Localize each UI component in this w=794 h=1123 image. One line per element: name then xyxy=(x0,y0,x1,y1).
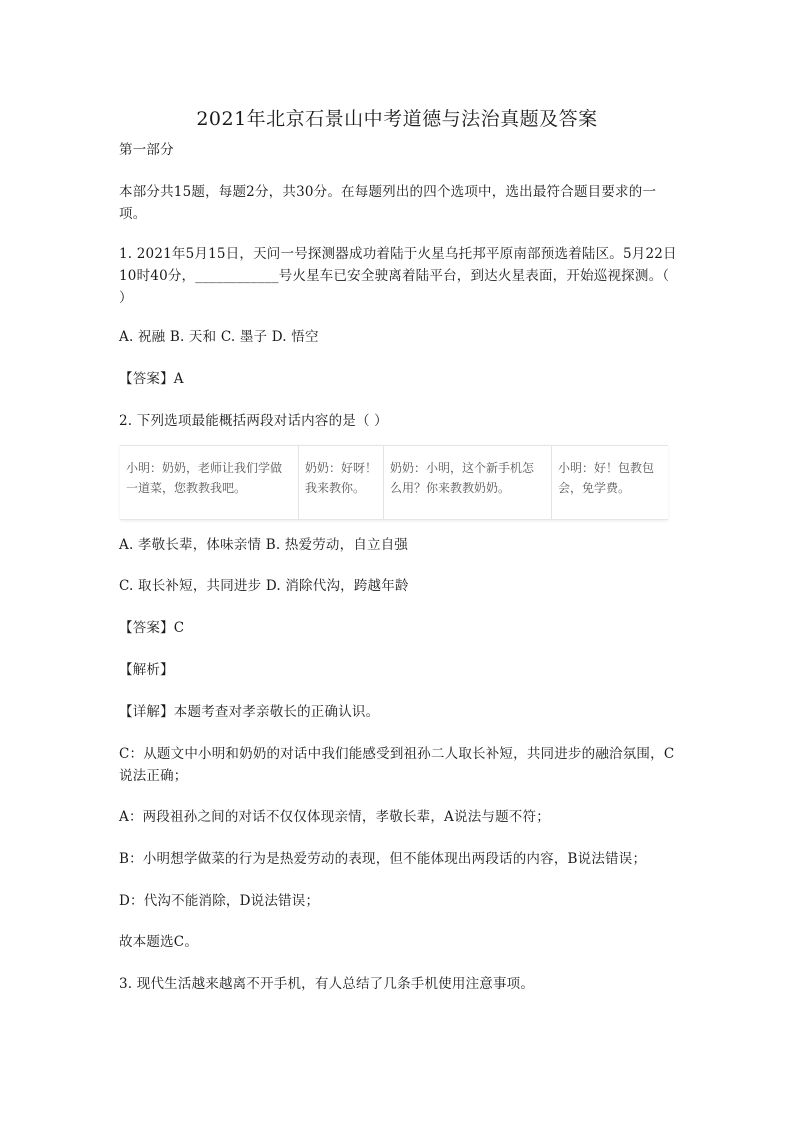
section-heading: 第一部分 xyxy=(119,142,174,158)
dialog-cell-2: 奶奶：好呀！我来教你。 xyxy=(298,446,383,519)
question-2-answer: 【答案】C xyxy=(119,620,185,636)
question-2-explain-b: B：小明想学做菜的行为是热爱劳动的表现，但不能体现出两段话的内容，B说法错误； xyxy=(119,851,647,867)
document-title: 2021年北京石景山中考道德与法治真题及答案 xyxy=(196,108,598,130)
question-1-blank: ____________ xyxy=(195,268,279,284)
question-2-explain-a: A：两段祖孙之间的对话不仅仅体现亲情，孝敬长辈，A说法与题不符； xyxy=(119,809,550,825)
dialog-cell-1: 小明：奶奶，老师让我们学做一道菜，您教教我吧。 xyxy=(126,461,283,495)
question-1-stem xyxy=(119,243,679,309)
question-2-explain-d: D：代沟不能消除，D说法错误； xyxy=(119,893,320,909)
dialog-strip xyxy=(120,445,668,520)
question-1-options: A. 祝融 B. 天和 C. 墨子 D. 悟空 xyxy=(119,329,319,345)
question-1-stem-part2: 号火星车已安全驶离着陆平台，到达火星表面，开始巡视探测。（ ） xyxy=(119,268,670,306)
dialog-cell-3: 奶奶：小明，这个新手机怎么用？你来教教奶奶。 xyxy=(383,446,551,519)
question-2-detail: 【详解】本题考查对孝亲敬长的正确认识。 xyxy=(119,704,380,720)
question-2-conclusion: 故本题选C。 xyxy=(119,934,199,950)
question-1-answer: 【答案】A xyxy=(119,371,184,387)
instructions-paragraph: 本部分共15题，每题2分，共30分。在每题列出的四个选项中，选出最符合题目要求的一项。 xyxy=(119,184,657,222)
question-1-stem-part1: 1. 2021年5月15日，天问一号探测器成功着陆于火星乌托邦平原南部预选着陆区。5月22日10时40分， xyxy=(119,246,677,284)
dialog-cell-4: 小明：好！包教包会，免学费。 xyxy=(551,446,668,519)
question-2-options-line-1: A. 孝敬长辈，体味亲情 B. 热爱劳动，自立自强 xyxy=(119,537,409,553)
question-2-stem: 2. 下列选项最能概括两段对话内容的是（ ） xyxy=(119,413,388,429)
question-2-explain-c: C：从题文中小明和奶奶的对话中我们能感受到祖孙二人取长补短，共同进步的融洽氛围，C说法正确； xyxy=(119,746,675,784)
question-2-options-line-2: C. 取长补短，共同进步 D. 消除代沟，跨越年龄 xyxy=(119,578,409,594)
question-3-stem: 3. 现代生活越来越离不开手机，有人总结了几条手机使用注意事项。 xyxy=(119,976,535,992)
question-2-analysis-label: 【解析】 xyxy=(119,662,174,678)
